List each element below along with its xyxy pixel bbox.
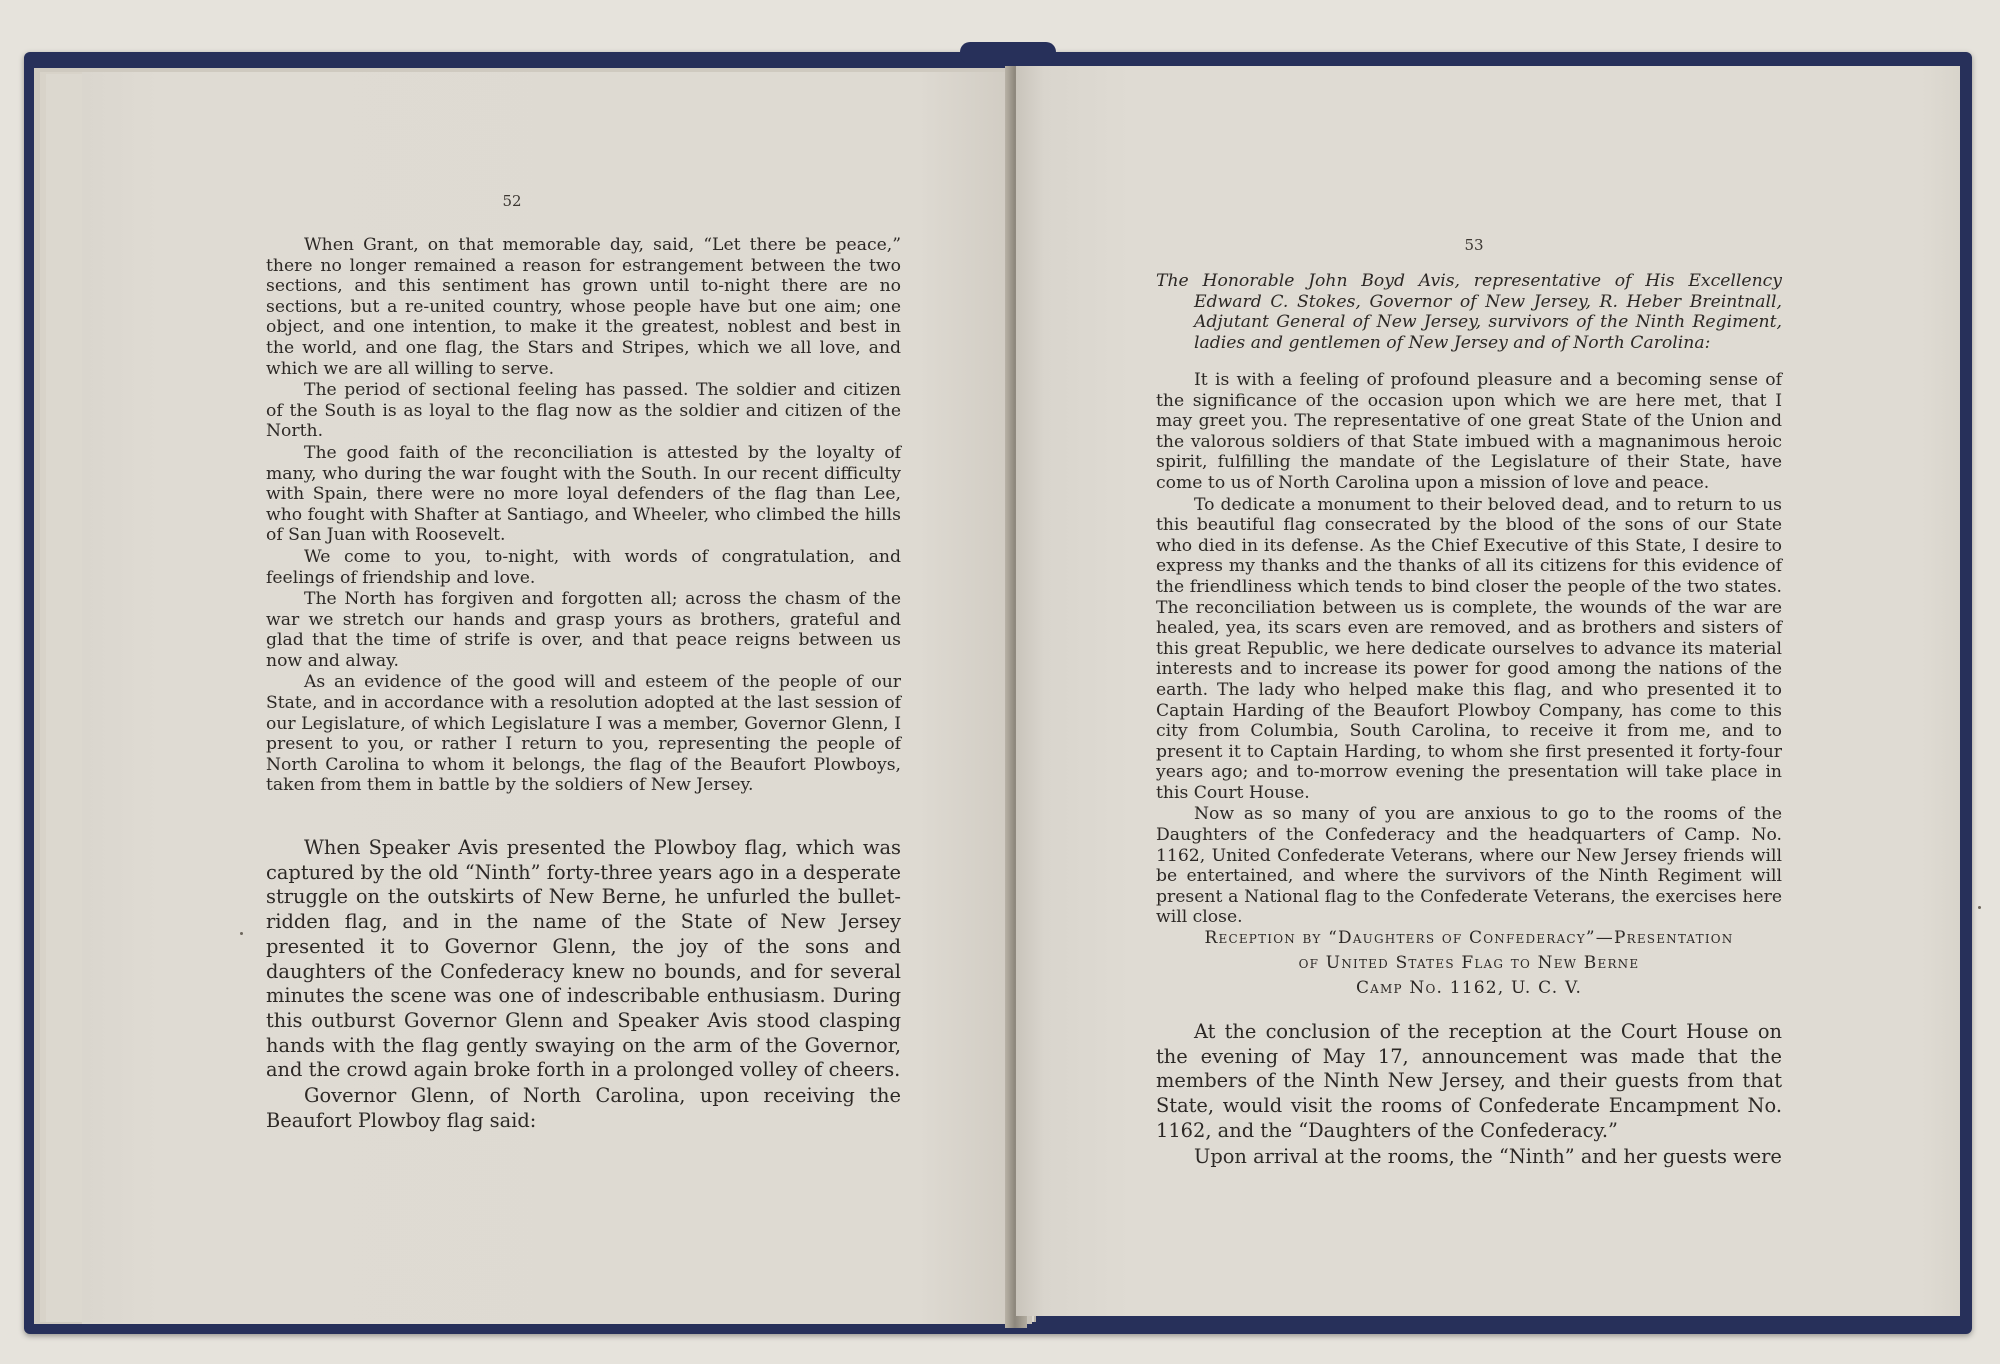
- paragraph: At the conclusion of the reception at the Court House on the evening of May 17, announcement was made that the members of the Ninth New Jersey, and their guests from that State, would visit the rooms of Confederate Encampment No. 1162, and the “Daughters of the Confederacy.”: [1156, 1020, 1782, 1142]
- speech-text: [1156, 370, 1782, 929]
- heading-line: Camp No. 1162, U. C. V.: [1355, 978, 1583, 998]
- paragraph: Now as so many of you are anxious to go to the rooms of the Daughters of the Confederacy and the headquarters of Camp. No. 1162, United Confederate Veterans, where our New Jersey friends will be entertained, and where the survivors of the Ninth Regiment will present a National flag to the Confederate Veterans, the exercises here will close.: [1156, 804, 1782, 928]
- salutation: The Honorable John Boyd Avis, representative of His Excellency Edward C. Stokes, Governor of New Jersey, R. Heber Breintnall, Adjutant General of New Jersey, survivors of the Ninth Regiment, ladies and gentlemen of New Jersey and of North Carolina:: [1156, 271, 1782, 354]
- paragraph: When Speaker Avis presented the Plowboy flag, which was captured by the old “Ninth” forty-three years ago in a desperate struggle on the outskirts of New Berne, he unfurled the bullet-ridden flag, and in the name of the State of New Jersey presented it to Governor Glenn, the joy of the sons and daughters of the Confederacy knew no bounds, and for several minutes the scene was one of indescribable enthusiasm. During this outburst Governor Glenn and Speaker Avis stood clasping hands with the flag gently swaying on the arm of the Governor, and the crowd again broke forth in a prolonged volley of cheers.: [266, 836, 901, 1082]
- paragraph: To dedicate a monument to their beloved dead, and to return to us this beautiful flag consecrated by the blood of the sons of our State who died in its defense. As the Chief Executive of this State, I desire to express my thanks and the thanks of all its citizens for this evidence of the friendliness which tends to bind closer the people of the two states. The reconciliation between us is complete, the wounds of the war are healed, yea, its scars even are removed, and as brothers and sisters of this great Republic, we here dedicate ourselves to advance its material interests and to increase its power for good among the nations of the earth. The lady who helped make this flag, and who presented it to Captain Harding of the Beaufort Plowboy Company, has come to this city from Columbia, South Carolina, to receive it from me, and to present it to Captain Harding, to whom she first presented it forty-four years ago; and to-morrow evening the presentation will take place in this Court House.: [1156, 494, 1782, 803]
- paragraph: Governor Glenn, of North Carolina, upon receiving the Beaufort Plowboy flag said:: [266, 1084, 901, 1132]
- book-spine: [960, 42, 1056, 64]
- narrative-text: [266, 836, 901, 1134]
- paragraph: Upon arrival at the rooms, the “Ninth” and her guests were: [1194, 1144, 1782, 1168]
- page-number: 52: [502, 192, 522, 210]
- section-heading: [1156, 926, 1782, 1001]
- heading-line: Reception by “Daughters of Confederacy”—Presentation: [1204, 928, 1734, 948]
- paragraph: When Grant, on that memorable day, said, “Let there be peace,” there no longer remained a reason for estrangement between the two sections, and this sentiment has grown until to-night there are no sections, but a re-united country, whose people have but one aim; one object, and one intention, to make it the greatest, noblest and best in the world, and one flag, the Stars and Stripes, which we all love, and which we are all willing to serve.: [266, 235, 901, 379]
- heading-line: of United States Flag to New Berne: [1298, 953, 1640, 973]
- paragraph: We come to you, to-night, with words of congratulation, and feelings of friendship and love.: [266, 546, 901, 588]
- narrative-text: [1156, 1020, 1782, 1170]
- paragraph: As an evidence of the good will and esteem of the people of our State, and in accordance with a resolution adopted at the last session of our Legislature, of which Legislature I was a member, Governor Glenn, I present to you, or rather I return to you, representing the people of North Carolina to whom it belongs, the flag of the Beaufort Plowboys, taken from them in battle by the soldiers of New Jersey.: [266, 672, 901, 796]
- paragraph: It is with a feeling of profound pleasure and a becoming sense of the significance of the occasion upon which we are here met, that I may greet you. The representative of one great State of the Union and the valorous soldiers of that State imbued with a magnanimous heroic spirit, fulfilling the mandate of the Legislature of their State, have come to us of North Carolina upon a mission of love and peace.: [1156, 370, 1782, 493]
- paragraph: The good faith of the reconciliation is attested by the loyalty of many, who during the war fought with the South. In our recent difficulty with Spain, there were no more loyal defenders of the flag than Lee, who fought with Shafter at Santiago, and Wheeler, who climbed the hills of San Juan with Roosevelt.: [266, 442, 901, 546]
- page-number: 53: [1464, 236, 1484, 254]
- left-page: [82, 72, 1032, 1324]
- paper-speck: [1978, 906, 1981, 909]
- paper-speck: [240, 932, 243, 935]
- right-page: [1016, 66, 1960, 1316]
- paragraph: The period of sectional feeling has passed. The soldier and citizen of the South is as loyal to the flag now as the soldier and citizen of the North.: [266, 380, 901, 442]
- speech-text: [266, 235, 901, 797]
- paragraph: The North has forgiven and forgotten all; across the chasm of the war we stretch our hands and grasp yours as brothers, grateful and glad that the time of strife is over, and that peace reigns between us now and alway.: [266, 589, 901, 671]
